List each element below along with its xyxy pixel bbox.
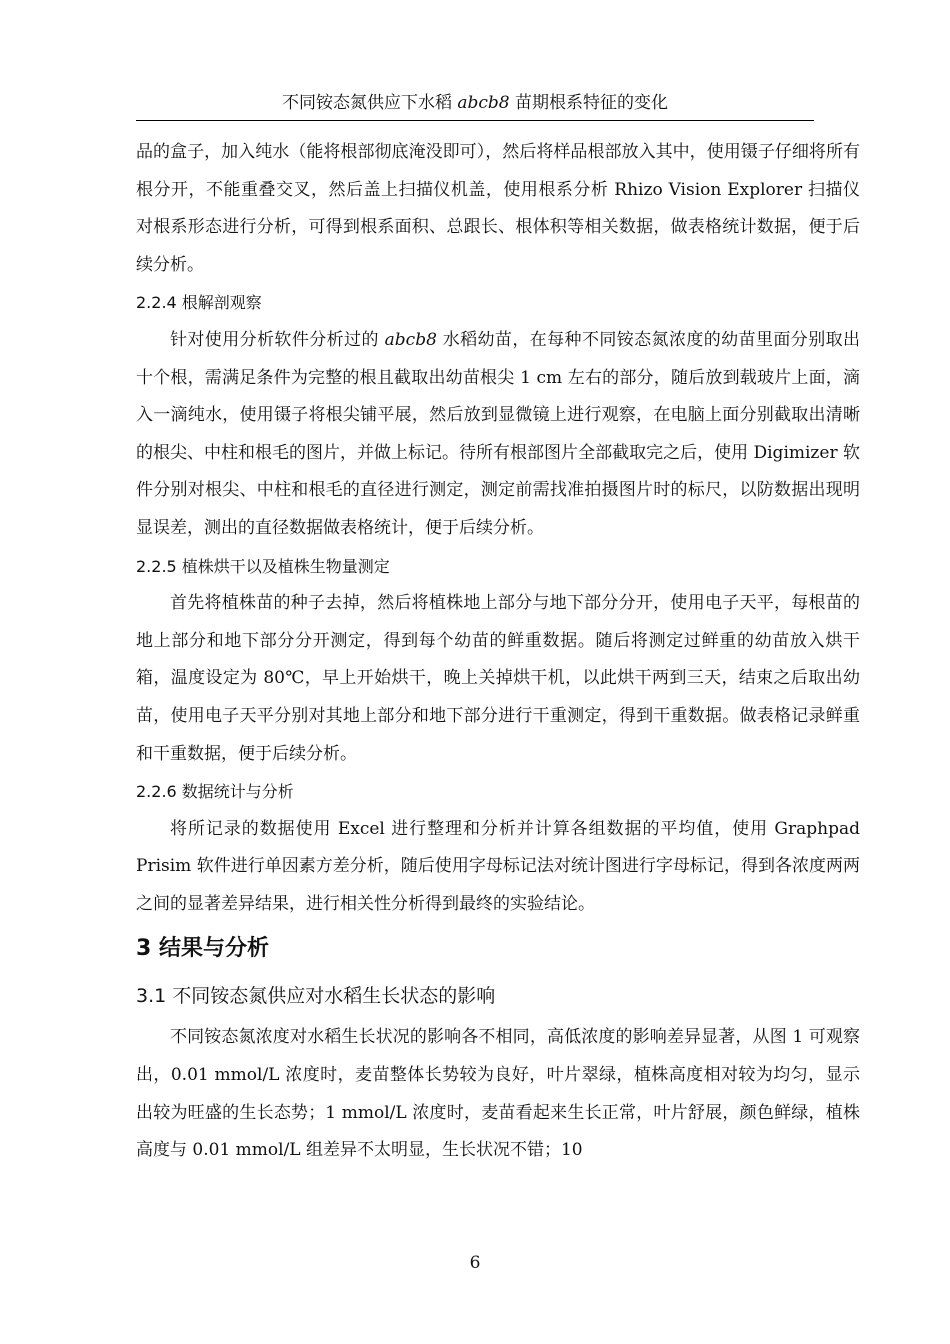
- running-head: [136, 90, 814, 116]
- paragraph-text-cont: 水稻幼苗，在每种不同铵态氮浓度的幼苗里面分别取出十个根，需满足条件为完整的根且截取出幼苗根尖 1 cm 左右的部分，随后放到载玻片上面，滴入一滴纯水，使用镊子将根尖铺平展，然后放到显微镜上进行观察，在电脑上面分别截取出清晰的根尖、中柱和根毛的图片，并做上标记。待所有根部图片全部截取完之后，使用 Digimizer 软件分别对根尖、中柱和根毛的直径进行测定，测定前需找准拍摄图片时的标尺，以防数据出现明显误差，测出的直径数据做表格统计，便于后续分析。: [136, 329, 860, 538]
- chapter-heading-3: 3 结果与分析: [136, 936, 269, 962]
- gene-name-italic: abcb8: [384, 329, 437, 350]
- running-head-text: 不同铵态氮供应下水稻: [281, 93, 458, 113]
- paragraph-root-anatomy: [136, 322, 860, 548]
- paragraph-biomass: 首先将植株苗的种子去掉，然后将植株地上部分与地下部分分开，使用电子天平，每根苗的地上部分和地下部分分开测定，得到每个幼苗的鲜重数据。随后将测定过鲜重的幼苗放入烘干箱，温度设定为 80℃，早上开始烘干，晚上关掉烘干机，以此烘干两到三天，结束之后取出幼苗，使用电子天平分别对其地上部分和地下部分进行干重测定，得到干重数据。做表格记录鲜重和干重数据，便于后续分析。: [136, 593, 860, 764]
- page-number: 6: [469, 1253, 481, 1273]
- paragraph-growth-results: 不同铵态氮浓度对水稻生长状况的影响各不相同，高低浓度的影响差异显著，从图 1 可观察出，0.01 mmol/L 浓度时，麦苗整体长势较为良好，叶片翠绿，植株高度相对较为均匀，显示出较为旺盛的生长态势；1 mmol/L 浓度时，麦苗看起来生长正常，叶片舒展，颜色鲜绿，植株高度与 0.01 mmol/L 组差异不太明显，生长状况不错；10: [136, 1027, 860, 1161]
- header-rule: [136, 120, 814, 121]
- paragraph-text: 针对使用分析软件分析过的: [170, 329, 385, 350]
- section-heading-2-2-6: 2.2.6 数据统计与分析: [136, 782, 294, 802]
- running-head-text-end: 苗期根系特征的变化: [509, 93, 669, 113]
- page-body: [136, 134, 860, 1170]
- section-heading-2-2-4: 2.2.4 根解剖观察: [136, 293, 262, 313]
- section-heading-3-1: 3.1 不同铵态氮供应对水稻生长状态的影响: [136, 985, 496, 1008]
- running-head-gene-name: abcb8: [457, 93, 510, 113]
- paragraph-root-scanning: 品的盒子，加入纯水（能将根部彻底淹没即可），然后将样品根部放入其中，使用镊子仔细将所有根分开，不能重叠交叉，然后盖上扫描仪机盖，使用根系分析 Rhizo Vision Explorer 扫描仪对根系形态进行分析，可得到根系面积、总跟长、根体积等相关数据，做表格统计数据，便于后续分析。: [136, 142, 860, 275]
- paragraph-statistics: 将所记录的数据使用 Excel 进行整理和分析并计算各组数据的平均值，使用 Graphpad Prisim 软件进行单因素方差分析，随后使用字母标记法对统计图进行字母标记，得到各浓度两两之间的显著差异结果，进行相关性分析得到最终的实验结论。: [136, 818, 860, 914]
- section-heading-2-2-5: 2.2.5 植株烘干以及植株生物量测定: [136, 556, 390, 576]
